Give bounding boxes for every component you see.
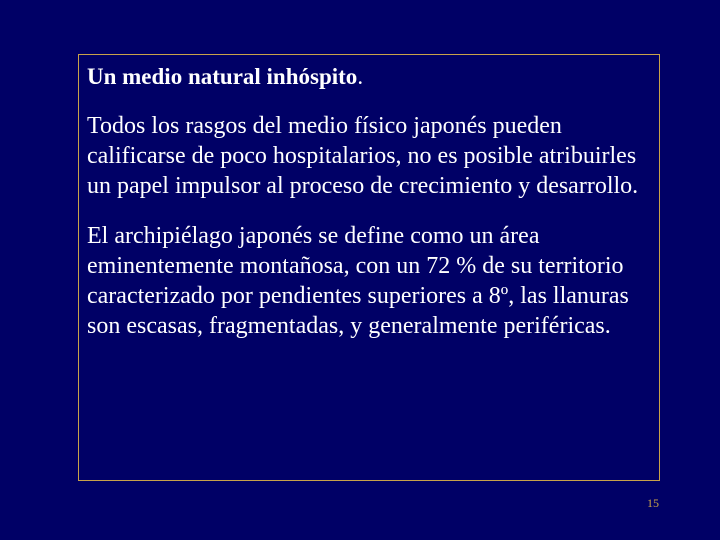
slide-title	[87, 63, 653, 91]
slide-title-text: Un medio natural inhóspito	[87, 64, 358, 89]
slide-content-box	[78, 54, 660, 481]
page-number: 15	[647, 496, 659, 510]
paragraph-intro: Todos los rasgos del medio físico japonés pueden calificarse de poco hospitalarios, no es posible atribuirles un papel impulsor al proceso de crecimiento y desarrollo.	[87, 113, 639, 199]
paragraph-archipelago: El archipiélago japonés se define como un área eminentemente montañosa, con un 72 % de su territorio caracterizado por pendientes superiores a 8º, las llanuras son escasas, fragmentadas, y generalmente periféricas.	[87, 223, 629, 339]
slide-title-period: .	[357, 64, 364, 89]
